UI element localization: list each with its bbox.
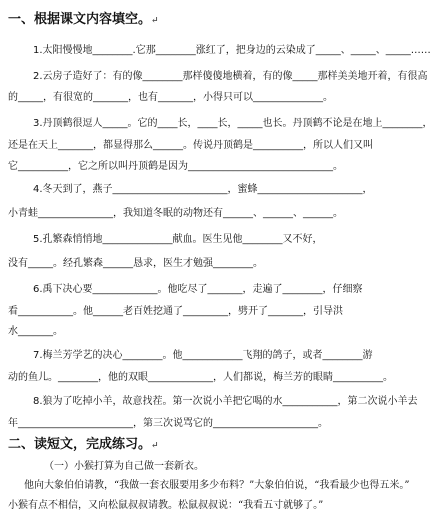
question-8-line-1: 8.狼为了吃掉小羊，故意找茬。第一次说小羊把它喝的水___________，第二次说小羊去 — [33, 396, 418, 407]
question-3-line-2: 还是在天上_______，都显得那么______。传说丹顶鹤是__________，所以人们又叫 — [8, 140, 373, 151]
question-7-line-1: 7.梅兰芳学艺的决心________。他____________飞翔的鸽子，或者________游 — [33, 350, 373, 361]
question-5-line-2: 没有_____。经孔繁森______恳求，医生才勉强________。 — [8, 258, 263, 269]
question-4-line-2: 小青蛙_______________，我知道冬眠的动物还有______、______、______。 — [8, 208, 343, 219]
question-6-line-2: 看___________。他______老百姓挖通了_________，劈开了_______，引导洪 — [8, 306, 343, 317]
question-4-line-1: 4.冬天到了，燕子_______________________，蜜蜂_____________________， — [33, 184, 373, 195]
question-6-line-1: 6.禹下决心要_____________。他吃尽了_______，走遍了________，仔细察 — [33, 284, 363, 295]
question-5-line-1: 5.孔繁森悄悄地______________献血。医生见他________又不好， — [33, 234, 323, 245]
question-8-line-2: 年_______________________，第三次说骂它的_____________________。 — [8, 418, 328, 429]
question-1-line: 1.太阳慢慢地________.它那________涨红了，把身边的云染成了_____、_____、_____…… — [33, 45, 431, 56]
paragraph-mark: ↵ — [151, 16, 159, 26]
section-2-title: 二、读短文，完成练习。↵ — [8, 437, 159, 452]
story-line-1: 他向大象伯伯请教，“我做一套衣服要用多少布料？”大象伯伯说，“我看最少也得五米。” — [24, 480, 410, 491]
story-line-2: 小猴有点不相信，又向松鼠叔叔请教。松鼠叔叔说：“我看五寸就够了。” — [8, 500, 324, 511]
paragraph-mark: ↵ — [151, 441, 159, 451]
question-3-line-1: 3.丹顶鹤很逗人_____。它的____长，____长，_____也长。丹顶鹤不论是在地上________， — [33, 118, 433, 129]
question-3-line-3: 它__________，它之所以叫丹顶鹤是因为_____________________________。 — [8, 161, 343, 172]
question-6-line-3: 水_______。 — [8, 326, 63, 337]
section-1-title: 一、根据课文内容填空。↵ — [8, 12, 159, 27]
question-7-line-2: 动的鱼儿。________，他的双眼_____________，人们都说，梅兰芳的眼睛__________。 — [8, 372, 393, 383]
question-2-line-1: 2.云房子造好了：有的像________那样傻傻地横着，有的像_____那样美美地开着，有很高 — [33, 71, 428, 82]
story-heading: （一）小猴打算为自己做一套新衣。 — [44, 461, 204, 472]
question-2-line-2: 的_____，有很宽的_______，也有_______，小得只可以______________。 — [8, 92, 333, 103]
